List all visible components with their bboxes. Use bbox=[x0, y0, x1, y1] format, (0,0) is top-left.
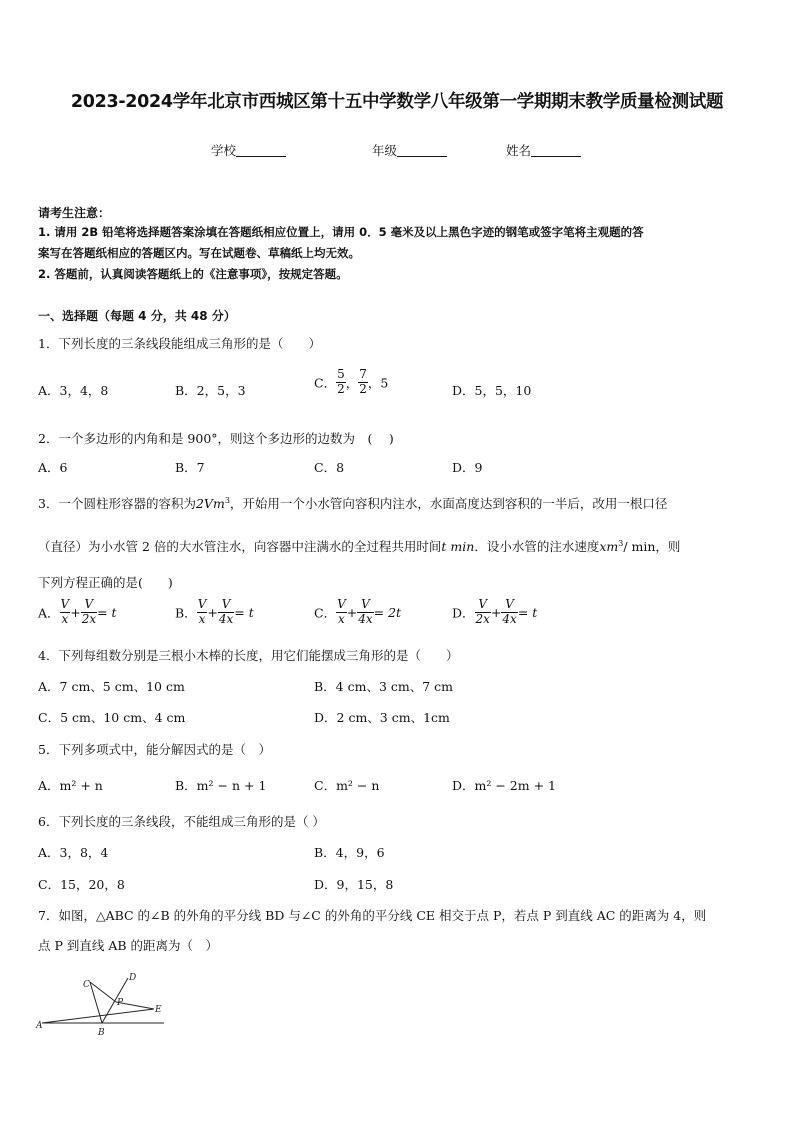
q5-stem: 5．下列多项式中，能分解因式的是（ ） bbox=[38, 742, 271, 757]
q6-option-c: C．15，20，8 bbox=[38, 877, 125, 892]
q6-option-a: A．3，8，4 bbox=[38, 845, 109, 860]
grade-field: 年级 bbox=[372, 141, 447, 159]
q5-option-d: D．m² − 2m + 1 bbox=[452, 778, 556, 793]
line-bd bbox=[102, 978, 128, 1023]
q3-option-b: B． $\frac{V}{x}$ + $\frac{V}{4x}$ = t bbox=[175, 597, 254, 626]
label-d: D bbox=[129, 973, 137, 983]
notice-line-1a: 1. 请用 2B 铅笔将选择题答案涂填在答题纸相应位置上，请用 0．5 毫米及以上黑色字迹的钢笔或签字笔将主观题的答 bbox=[38, 225, 644, 239]
label-p: P bbox=[117, 998, 124, 1008]
q3-line-1: 3．一个圆柱形容器的容积为2Vm$^3$，开始用一个小水管向容积内注水，水面高度达到容积的一半后，改用一根口径 bbox=[38, 495, 668, 511]
q5-option-a: A．m² + n bbox=[38, 778, 103, 793]
line-cp bbox=[90, 982, 116, 1002]
q6-option-b: B．4，9，6 bbox=[314, 845, 385, 860]
triangle-figure bbox=[34, 966, 174, 1038]
q4-stem: 4．下列每组数分别是三根小木棒的长度，用它们能摆成三角形的是（ ） bbox=[38, 648, 459, 663]
q2-option-a: A．6 bbox=[38, 460, 68, 475]
q3-line-2: （直径）为小水管 2 倍的大水管注水，向容器中注满水的全过程共用时间t min．设小水管的注水速度$xm^3/$ min，则 bbox=[38, 538, 681, 554]
q3-option-c: C． $\frac{V}{x}$ + $\frac{V}{4x}$ = 2t bbox=[314, 597, 402, 626]
label-e: E bbox=[155, 1005, 162, 1015]
label-a: A bbox=[36, 1021, 43, 1031]
q4-option-b: B．4 cm、3 cm、7 cm bbox=[314, 679, 454, 694]
q3-line-3: 下列方程正确的是( ) bbox=[38, 575, 173, 590]
q4-option-c: C．5 cm、10 cm、4 cm bbox=[38, 710, 186, 725]
section-heading: 一、选择题（每题 4 分，共 48 分） bbox=[38, 309, 236, 323]
q5-option-c: C．m² − n bbox=[314, 778, 380, 793]
q1-stem: 1．下列长度的三条线段能组成三角形的是（ ） bbox=[38, 336, 321, 351]
notice-line-2: 2. 答题前，认真阅读答题纸上的《注意事项》，按规定答题。 bbox=[38, 267, 348, 281]
q7-line-1: 7．如图，△ABC 的∠B 的外角的平分线 BD 与∠C 的外角的平分线 CE 相交于点 P，若点 P 到直线 AC 的距离为 4，则 bbox=[38, 908, 707, 923]
q2-stem: 2．一个多边形的内角和是 900°，则这个多边形的边数为 ( ) bbox=[38, 431, 394, 446]
q2-option-d: D．9 bbox=[452, 460, 483, 475]
notice-line-1b: 案写在答题纸相应的答题区内。写在试题卷、草稿纸上均无效。 bbox=[38, 246, 360, 260]
q2-option-c: C．8 bbox=[314, 460, 345, 475]
school-field: 学校 bbox=[211, 141, 286, 159]
q1-option-b: B．2，5，3 bbox=[175, 383, 246, 398]
q1-option-c: C． $\frac{5}{2}$ ， $\frac{7}{2}$ ，5 bbox=[314, 367, 389, 396]
q3-option-d: D． $\frac{V}{2x}$ + $\frac{V}{4x}$ = t bbox=[452, 597, 538, 626]
q4-option-a: A．7 cm、5 cm、10 cm bbox=[38, 679, 185, 694]
label-b: B bbox=[98, 1028, 105, 1038]
q2-option-b: B．7 bbox=[175, 460, 205, 475]
q4-option-d: D．2 cm、3 cm、1cm bbox=[314, 710, 450, 725]
q7-line-2: 点 P 到直线 AB 的距离为（ ） bbox=[38, 938, 219, 953]
q5-option-b: B．m² − n + 1 bbox=[175, 778, 267, 793]
q1-option-d: D．5，5，10 bbox=[452, 383, 532, 398]
notice-heading: 请考生注意： bbox=[38, 206, 111, 220]
name-field: 姓名 bbox=[506, 141, 581, 159]
label-c: C bbox=[83, 980, 90, 990]
q1-option-a: A．3，4，8 bbox=[38, 383, 109, 398]
q6-stem: 6．下列长度的三条线段，不能组成三角形的是（ ） bbox=[38, 814, 325, 829]
q6-option-d: D．9，15，8 bbox=[314, 877, 394, 892]
q3-option-a: A． $\frac{V}{x}$ + $\frac{V}{2x}$ = t bbox=[38, 597, 117, 626]
exam-title: 2023-2024学年北京市西城区第十五中学数学八年级第一学期期末教学质量检测试题 bbox=[70, 92, 724, 112]
